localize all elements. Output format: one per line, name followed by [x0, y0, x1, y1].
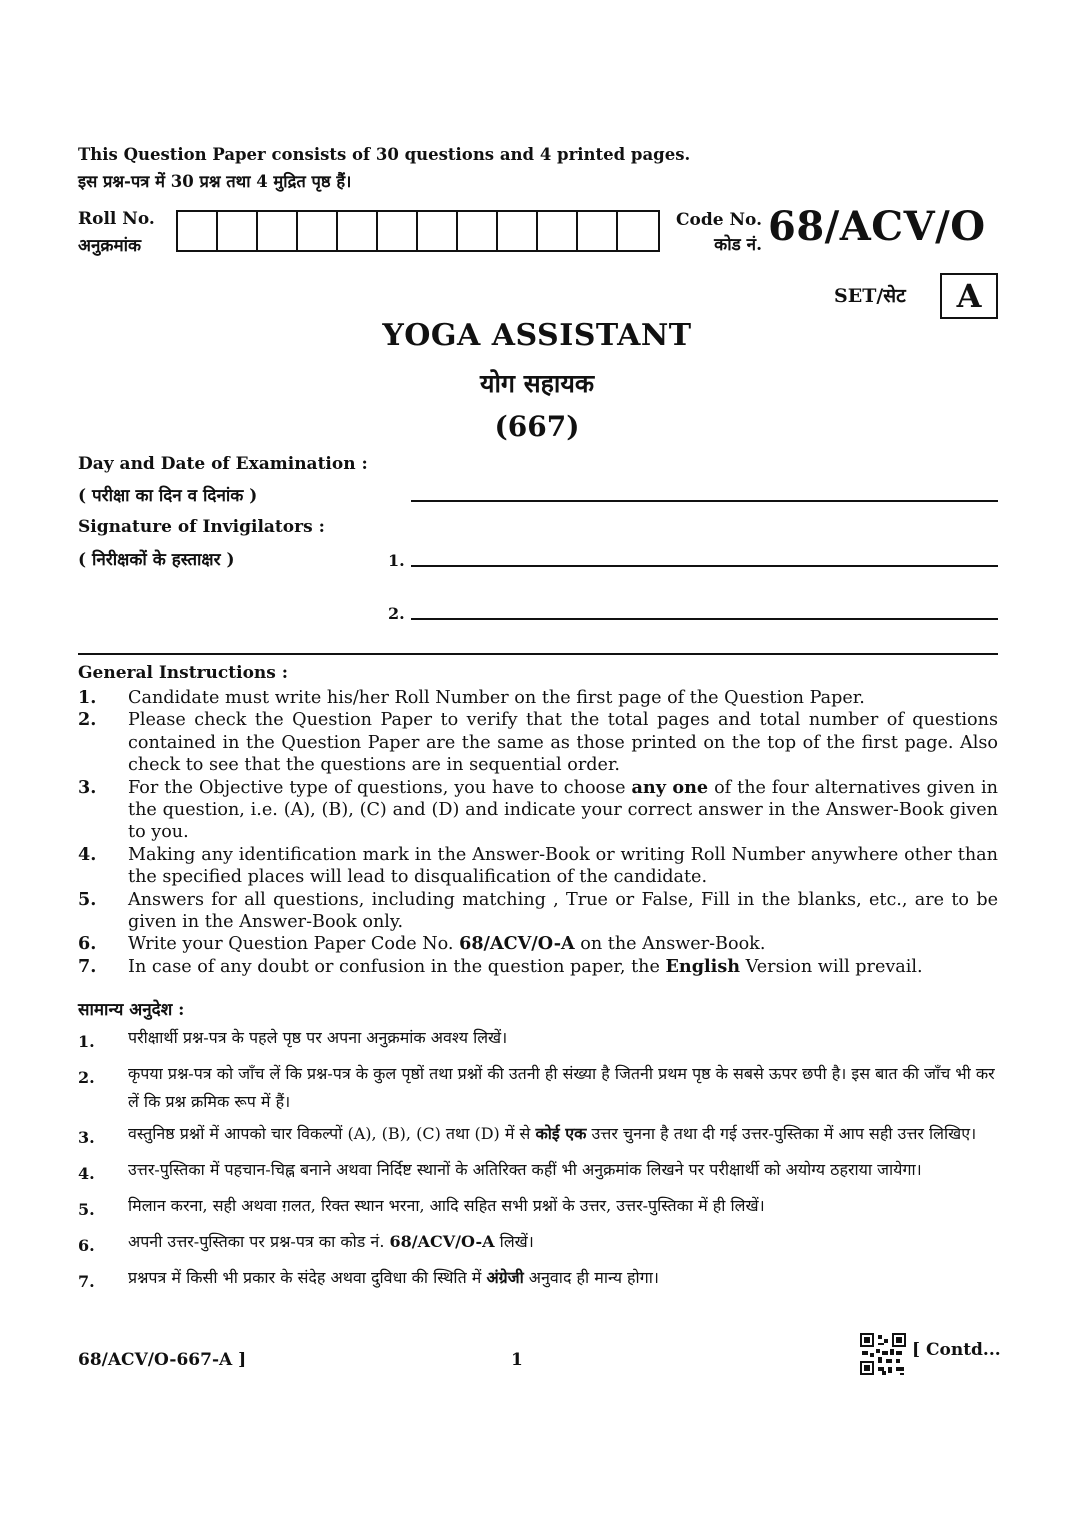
roll-number-box[interactable] [538, 212, 578, 250]
instruction-hi-item-text-part: अपनी उत्तर-पुस्तिका पर प्रश्न-पत्र का कोड नं. [128, 1232, 390, 1251]
date-fill-line[interactable] [411, 500, 998, 502]
instruction-hi-item-text-part: कृपया प्रश्न-पत्र को जाँच लें कि प्रश्न-पत्र के कुल पृष्ठों तथा प्रश्नों की उतनी ही संख्या है जितनी प्रथम पृष्ठ के सबसे ऊपर छपी है। इस बात की जाँच भी कर लें कि प्रश्न क्रमिक रूप में हैं। [128, 1064, 995, 1111]
footer-paper-code: 68/ACV/O-667-A ] [78, 1350, 247, 1370]
instruction-hi-item [78, 1228, 998, 1260]
page-number: 1 [511, 1350, 523, 1370]
instruction-hi-item [78, 1156, 998, 1188]
instruction-en-item-emphasis: English [665, 955, 741, 977]
instruction-hi-item-text-part: अनुवाद ही मान्य होगा। [523, 1268, 659, 1287]
instruction-en-item-text-part: Version will prevail. [740, 956, 923, 977]
instruction-en-item-text [128, 889, 998, 934]
code-label-hi: कोड नं. [714, 235, 762, 255]
instruction-en-item [78, 709, 998, 776]
instruction-en-item-text [128, 687, 998, 709]
instruction-en-item-text-part: on the Answer-Book. [574, 934, 766, 955]
instruction-hi-item-text [128, 1228, 998, 1260]
instruction-hi-item-number: 6. [78, 1236, 95, 1255]
instruction-en-item-number: 7. [78, 955, 97, 977]
instruction-en-item-text [128, 777, 998, 844]
signature-number-1: 1. [388, 551, 405, 570]
signature-fill-line-1[interactable] [411, 565, 998, 567]
instruction-hi-item-number: 5. [78, 1200, 95, 1219]
instruction-hi-item-number: 3. [78, 1128, 95, 1147]
instruction-hi-item-text [128, 1120, 998, 1152]
instruction-en-item-number: 2. [78, 709, 97, 731]
signature-fill-line-2[interactable] [411, 618, 998, 620]
instruction-en-item-text-part: Write your Question Paper Code No. [128, 934, 460, 955]
roll-number-box[interactable] [458, 212, 498, 250]
instruction-en-item-number: 3. [78, 776, 97, 798]
title-code: (667) [494, 410, 580, 443]
instruction-hi-item [78, 1024, 998, 1056]
instruction-en-item-text [128, 709, 998, 776]
instruction-hi-item-text-part: मिलान करना, सही अथवा ग़लत, रिक्त स्थान भरना, आदि सहित सभी प्रश्नों के उत्तर, उत्तर-पुस्तिका में ही लिखें। [128, 1196, 765, 1215]
instruction-en-item-text [128, 933, 998, 955]
instruction-en-item [78, 844, 998, 889]
instruction-hi-item-text-part: वस्तुनिष्ठ प्रश्नों में आपको चार विकल्पों (A), (B), (C) तथा (D) में से [128, 1124, 536, 1143]
code-label-en: Code No. [676, 210, 762, 230]
instruction-en-item-text-part: Candidate must write his/her Roll Number on the first page of the Question Paper. [128, 688, 865, 708]
roll-label [78, 206, 155, 260]
roll-number-box[interactable] [338, 212, 378, 250]
instruction-en-item-text-part: For the Objective type of questions, you have to choose [128, 777, 632, 798]
instruction-en-item-emphasis: 68/ACV/O-A [459, 933, 575, 955]
roll-number-box[interactable] [498, 212, 538, 250]
date-label-hi: ( परीक्षा का दिन व दिनांक ) [78, 486, 258, 506]
instruction-en-item-number: 1. [78, 687, 97, 708]
roll-number-box[interactable] [298, 212, 338, 250]
instruction-en-item [78, 933, 998, 955]
roll-label-hi: अनुक्रमांक [78, 236, 142, 256]
instruction-hi-item-number: 7. [78, 1272, 95, 1291]
instructions-heading-hi: सामान्य अनुदेश : [78, 1000, 185, 1020]
header-line-hi: इस प्रश्न-पत्र में 30 प्रश्न तथा 4 मुद्रित पृष्ठ हैं। [78, 172, 352, 191]
instruction-en-item-text-part: Making any identification mark in the Answer-Book or writing Roll Number anywhere other than the specified places will lead to disqualification of the candidate. [128, 844, 998, 888]
roll-number-box[interactable] [378, 212, 418, 250]
instruction-en-item-number: 4. [78, 843, 97, 865]
instruction-hi-item-text-part: प्रश्नपत्र में किसी भी प्रकार के संदेह अथवा दुविधा की स्थिति में [128, 1268, 487, 1287]
continued-label: [ Contd... [912, 1340, 1001, 1360]
roll-number-box[interactable] [418, 212, 458, 250]
instruction-hi-item-text-part: लिखें। [494, 1232, 534, 1251]
instruction-en-item [78, 889, 998, 934]
instruction-hi-item-emphasis: 68/ACV/O-A [389, 1232, 495, 1251]
roll-number-box[interactable] [258, 212, 298, 250]
instruction-hi-item-emphasis: कोई एक [535, 1124, 587, 1143]
signature-label-en: Signature of Invigilators : [78, 517, 325, 537]
roll-number-boxes[interactable] [176, 210, 660, 252]
header-line-en: This Question Paper consists of 30 questions and 4 printed pages. [78, 145, 691, 164]
roll-number-box[interactable] [618, 212, 658, 250]
instruction-en-item-text-part: Please check the Question Paper to verify that the total pages and total number of questions contained in the Question Paper are the same as those printed on the top of the first page. Also check to see that the questions are in sequential order. [128, 710, 998, 776]
instruction-hi-item-text-part: उत्तर-पुस्तिका में पहचान-चिह्न बनाने अथवा निर्दिष्ट स्थानों के अतिरिक्त कहीं भी अनुक्रमांक लिखने पर परीक्षार्थी को अयोग्य ठहराया जायेगा। [128, 1160, 922, 1179]
instruction-hi-item-text [128, 1192, 998, 1224]
code-label [676, 208, 762, 258]
instruction-en-item-text-part: Answers for all questions, including matching , True or False, Fill in the blanks, etc., are to be given in the Answer-Book only. [128, 889, 998, 933]
signature-label-hi: ( निरीक्षकों के हस्ताक्षर ) [78, 550, 235, 570]
instructions-heading-en: General Instructions : [78, 663, 289, 683]
instruction-en-item-text-part: In case of any doubt or confusion in the question paper, the [128, 956, 666, 977]
instruction-en-item [78, 777, 998, 844]
roll-label-en: Roll No. [78, 209, 155, 229]
instruction-hi-item-text-part: उत्तर चुनना है तथा दी गई उत्तर-पुस्तिका में आप सही उत्तर लिखिए। [586, 1124, 977, 1143]
instruction-en-item [78, 956, 998, 978]
instructions-list-hi [78, 1024, 998, 1300]
instruction-en-item-text [128, 956, 998, 978]
instruction-en-item-number: 6. [78, 933, 97, 955]
instruction-en-item-text [128, 844, 998, 889]
instruction-hi-item-text-part: परीक्षार्थी प्रश्न-पत्र के पहले पृष्ठ पर अपना अनुक्रमांक अवश्य लिखें। [128, 1028, 508, 1047]
instruction-hi-item-emphasis: अंग्रेजी [486, 1268, 524, 1287]
title-hi: योग सहायक [479, 369, 595, 398]
instruction-hi-item-text [128, 1024, 998, 1056]
signature-number-2: 2. [388, 604, 405, 623]
section-divider [78, 653, 998, 655]
code-value: 68/ACV/O [768, 203, 986, 250]
title-en: YOGA ASSISTANT [382, 318, 692, 353]
instruction-hi-item-text [128, 1156, 998, 1188]
instruction-hi-item-number: 2. [78, 1068, 95, 1087]
instruction-hi-item-number: 4. [78, 1164, 95, 1183]
instruction-en-item-emphasis: any one [631, 776, 709, 798]
instruction-hi-item-text [128, 1264, 998, 1296]
qr-code-icon [860, 1333, 906, 1375]
instruction-en-item [78, 687, 998, 709]
set-value: A [940, 273, 998, 319]
instruction-hi-item-number: 1. [78, 1032, 95, 1051]
instruction-hi-item [78, 1264, 998, 1296]
instruction-hi-item [78, 1192, 998, 1224]
set-label: SET/सेट [834, 285, 906, 307]
roll-number-box[interactable] [178, 212, 218, 250]
instruction-hi-item [78, 1120, 998, 1152]
instructions-list-en [78, 687, 998, 978]
roll-number-box[interactable] [578, 212, 618, 250]
instruction-hi-item-text [128, 1060, 998, 1116]
roll-number-box[interactable] [218, 212, 258, 250]
instruction-en-item-number: 5. [78, 888, 97, 910]
instruction-en-item-text-part: of the four alternatives given in the question, i.e. (A), (B), (C) and (D) and indicate your correct answer in the Answer-Book given to you. [128, 777, 998, 843]
date-label-en: Day and Date of Examination : [78, 454, 368, 474]
instruction-hi-item [78, 1060, 998, 1116]
